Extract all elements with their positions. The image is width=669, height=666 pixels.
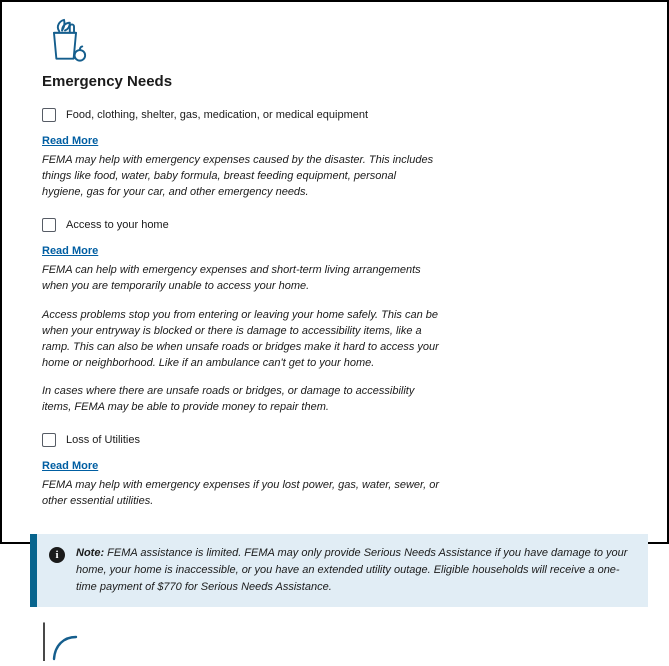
note-body: FEMA assistance is limited. FEMA may only provide Serious Needs Assistance if you have damage to your home, your home is inaccessible, or you have an extended utility outage. Eligible households will receive a one-time payment of $770 for Serious Needs Assistance. bbox=[76, 547, 628, 594]
page-title: Emergency Needs bbox=[42, 73, 173, 90]
checkbox-label: Access to your home bbox=[66, 218, 169, 231]
checkbox-label: Food, clothing, shelter, gas, medication, or medical equipment bbox=[66, 109, 369, 121]
read-more-link-food[interactable]: Read More bbox=[42, 135, 99, 147]
checkbox-group-utilities bbox=[42, 433, 648, 510]
note-text bbox=[76, 545, 632, 596]
description-text: FEMA may help with emergency expenses if you lost power, gas, water, sewer, or other essential utilities. bbox=[42, 479, 439, 508]
checkbox-row-food[interactable] bbox=[42, 108, 648, 122]
checkbox-group-access bbox=[42, 218, 648, 417]
grocery-bag-icon bbox=[42, 16, 648, 69]
description-text: FEMA may help with emergency expenses caused by the disaster. This includes things like food, water, baby formula, breast feeding equipment, personal hygiene, gas for your car, and other emergency needs. bbox=[42, 154, 434, 198]
checkbox-row-access[interactable] bbox=[42, 218, 648, 232]
note-alert bbox=[30, 534, 648, 607]
next-section-icon bbox=[42, 621, 648, 666]
checkbox-row-utilities[interactable] bbox=[42, 433, 648, 447]
description-text: FEMA can help with emergency expenses and short-term living arrangements when you are temporarily unable to access your home. bbox=[42, 263, 421, 292]
checkbox-food[interactable] bbox=[42, 108, 56, 122]
description-text: In cases where there are unsafe roads or bridges, or damage to accessibility items, FEMA may be able to provide money to repair them. bbox=[42, 385, 415, 414]
checkbox-utilities[interactable] bbox=[42, 433, 56, 447]
note-label: Note: bbox=[76, 547, 105, 560]
page-content bbox=[2, 2, 667, 666]
info-icon: i bbox=[49, 547, 65, 563]
emergency-needs-section bbox=[42, 16, 648, 510]
checkbox-label: Loss of Utilities bbox=[66, 434, 140, 447]
checkbox-access[interactable] bbox=[42, 218, 56, 232]
read-more-link-access[interactable]: Read More bbox=[42, 244, 99, 257]
checkbox-group-food bbox=[42, 108, 648, 201]
description-text: Access problems stop you from entering or leaving your home safely. This can be when your entryway is blocked or there is damage to accessibility items, like a ramp. This can also be when unsafe roads or bridges make it hard to access your home or neighborhood. Like if an ambulance can't get to your home. bbox=[42, 308, 439, 369]
read-more-link-utilities[interactable]: Read More bbox=[42, 460, 99, 473]
